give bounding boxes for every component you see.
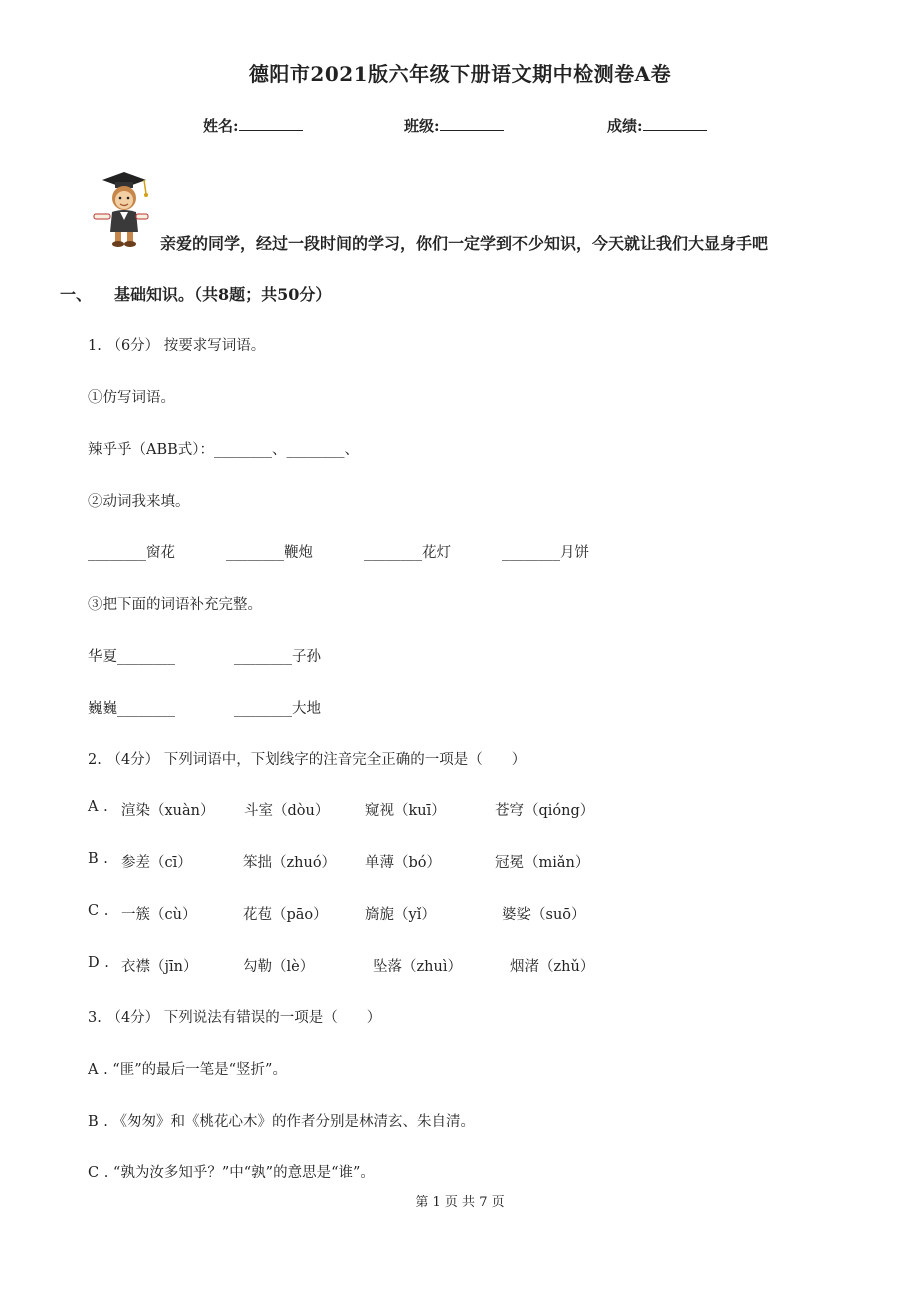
q1-sub3-item: ________子孙: [234, 649, 321, 665]
name-field: [203, 115, 303, 136]
q1-sub1: ①仿写词语。: [88, 390, 175, 406]
q2-option-item: 坠落（zhuì）: [373, 959, 462, 975]
q3-option: A . “匪”的最后一笔是“竖折”。: [88, 1062, 287, 1078]
score-blank: [643, 116, 707, 131]
q2-option-letter: B .: [88, 851, 108, 867]
score-field: [607, 115, 707, 136]
name-label: 姓名:: [203, 117, 239, 135]
q2-option-item: 衣襟（jīn）: [121, 959, 198, 975]
q1-sub3-item: 巍巍________: [88, 701, 175, 717]
q2-option-letter: C .: [88, 903, 109, 919]
q2-option-item: 婆娑（suō）: [502, 907, 586, 923]
q1-stem: 1. （6分） 按要求写词语。: [88, 338, 266, 354]
q3-option: B . 《匆匆》和《桃花心木》的作者分别是林清玄、朱自清。: [88, 1114, 475, 1130]
q2-option-item: 渲染（xuàn）: [121, 803, 215, 819]
q1-sub3-item: 华夏________: [88, 649, 175, 665]
class-label: 班级:: [404, 117, 440, 135]
q1-sub2-item: ________月饼: [502, 545, 589, 561]
q2-option-item: 单薄（bó）: [365, 855, 442, 871]
q1-sub2-item: ________鞭炮: [226, 545, 313, 561]
section-title: 基础知识。（共8题；共50分）: [114, 285, 332, 304]
q2-option-item: 花苞（pāo）: [243, 907, 328, 923]
q2-option-item: 旖旎（yǐ）: [365, 907, 436, 923]
q1-sub3-item: ________大地: [234, 701, 321, 717]
q2-option-item: 窥视（kuī）: [365, 803, 446, 819]
class-blank: [440, 116, 504, 131]
page-footer: 第 1 页 共 7 页: [415, 1195, 505, 1210]
name-blank: [239, 116, 303, 131]
q2-option-item: 冠冕（miǎn）: [495, 855, 590, 871]
q1-sub2-item: ________窗花: [88, 545, 175, 561]
q2-option-item: 斗室（dòu）: [244, 803, 330, 819]
section-heading: [60, 282, 331, 305]
q2-option-letter: D .: [88, 955, 109, 971]
graduate-mascot-icon: [88, 168, 152, 248]
q2-option-item: 参差（cī）: [121, 855, 192, 871]
q1-sub2: ②动词我来填。: [88, 494, 190, 510]
q2-option-item: 烟渚（zhǔ）: [510, 959, 595, 975]
section-number: 一、: [60, 285, 93, 304]
page-title: 德阳市2021版六年级下册语文期中检测卷A卷: [248, 62, 672, 86]
q2-option-item: 笨拙（zhuó）: [243, 855, 337, 871]
intro-text: 亲爱的同学，经过一段时间的学习，你们一定学到不少知识，今天就让我们大显身手吧: [160, 234, 769, 253]
q3-option: C . “孰为汝多知乎？”中“孰”的意思是“谁”。: [88, 1165, 375, 1181]
q2-option-letter: A .: [88, 799, 108, 815]
q2-option-item: 勾勒（lè）: [243, 959, 315, 975]
q1-sub1-line: 辣乎乎（ABB式）：________、________、: [88, 442, 360, 458]
class-field: [404, 115, 504, 136]
q2-option-item: 一簇（cù）: [121, 907, 197, 923]
q1-sub2-item: ________花灯: [364, 545, 451, 561]
q1-sub3: ③把下面的词语补充完整。: [88, 597, 262, 613]
q2-option-item: 苍穹（qióng）: [495, 803, 595, 819]
q3-stem: 3. （4分） 下列说法有错误的一项是（ ）: [88, 1010, 382, 1026]
score-label: 成绩:: [607, 117, 643, 135]
q2-stem: 2. （4分） 下列词语中，下划线字的注音完全正确的一项是（ ）: [88, 752, 527, 768]
